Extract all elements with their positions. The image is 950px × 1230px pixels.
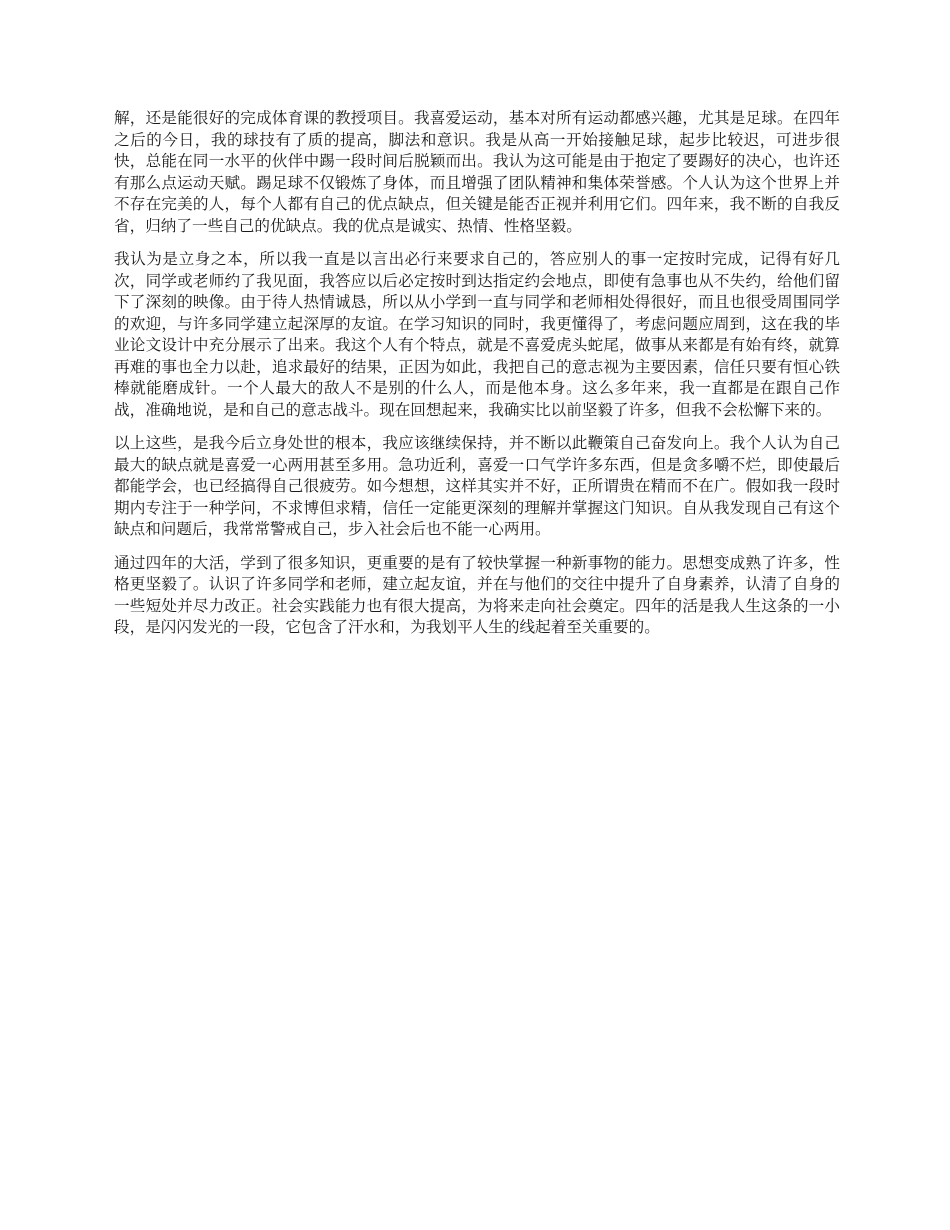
paragraph-3: 以上这些，是我今后立身处世的根本，我应该继续保持，并不断以此鞭策自己奋发向上。我个人认为自己最大的缺点就是喜爱一心两用甚至多用。急功近利，喜爱一口气学许多东西，但是贪多嚼不烂，即使最后都能学会，也已经搞得自己很疲劳。如今想想，这样其实并不好，正所谓贵在精而不在广。假如我一段时期内专注于一种学问，不求博但求精，信任一定能更深刻的理解并掌握这门知识。自从我发现自己有这个缺点和问题后，我常常警戒自己，步入社会后也不能一心两用。 bbox=[114, 434, 840, 538]
document-body bbox=[114, 108, 840, 651]
paragraph-4: 通过四年的大活，学到了很多知识，更重要的是有了较快掌握一种新事物的能力。思想变成熟了许多，性格更坚毅了。认识了许多同学和老师，建立起友谊，并在与他们的交往中提升了自身素养，认清了自身的一些短处并尽力改正。社会实践能力也有很大提高，为将来走向社会奠定。四年的活是我人生这条的一小段，是闪闪发光的一段，它包含了汗水和，为我划平人生的线起着至关重要的。 bbox=[114, 553, 840, 636]
paragraph-2: 我认为是立身之本，所以我一直是以言出必行来要求自己的，答应别人的事一定按时完成，记得有好几次，同学或老师约了我见面，我答应以后必定按时到达指定约会地点，即使有急事也从不失约，给他们留下了深刻的映像。由于待人热情诚恳，所以从小学到一直与同学和老师相处得很好，而且也很受周围同学的欢迎，与许多同学建立起深厚的友谊。在学习知识的同时，我更懂得了，考虑问题应周到，这在我的毕业论文设计中充分展示了出来。我这个人有个特点，就是不喜爱虎头蛇尾，做事从来都是有始有终，就算再难的事也全力以赴，追求最好的结果，正因为如此，我把自己的意志视为主要因素，信任只要有恒心铁棒就能磨成针。一个人最大的敌人不是别的什么人，而是他本身。这么多年来，我一直都是在跟自己作战，准确地说，是和自己的意志战斗。现在回想起来，我确实比以前坚毅了许多，但我不会松懈下来的。 bbox=[114, 250, 840, 419]
paragraph-1: 解，还是能很好的完成体育课的教授项目。我喜爱运动，基本对所有运动都感兴趣，尤其是足球。在四年之后的今日，我的球技有了质的提高，脚法和意识。我是从高一开始接触足球，起步比较迟，可进步很快，总能在同一水平的伙伴中踢一段时间后脱颖而出。我认为这可能是由于抱定了要踢好的决心，也许还有那么点运动天赋。踢足球不仅锻炼了身体，而且增强了团队精神和集体荣誉感。个人认为这个世界上并不存在完美的人，每个人都有自己的优点缺点，但关键是能否正视并利用它们。四年来，我不断的自我反省，归纳了一些自己的优缺点。我的优点是诚实、热情、性格坚毅。 bbox=[114, 109, 840, 235]
